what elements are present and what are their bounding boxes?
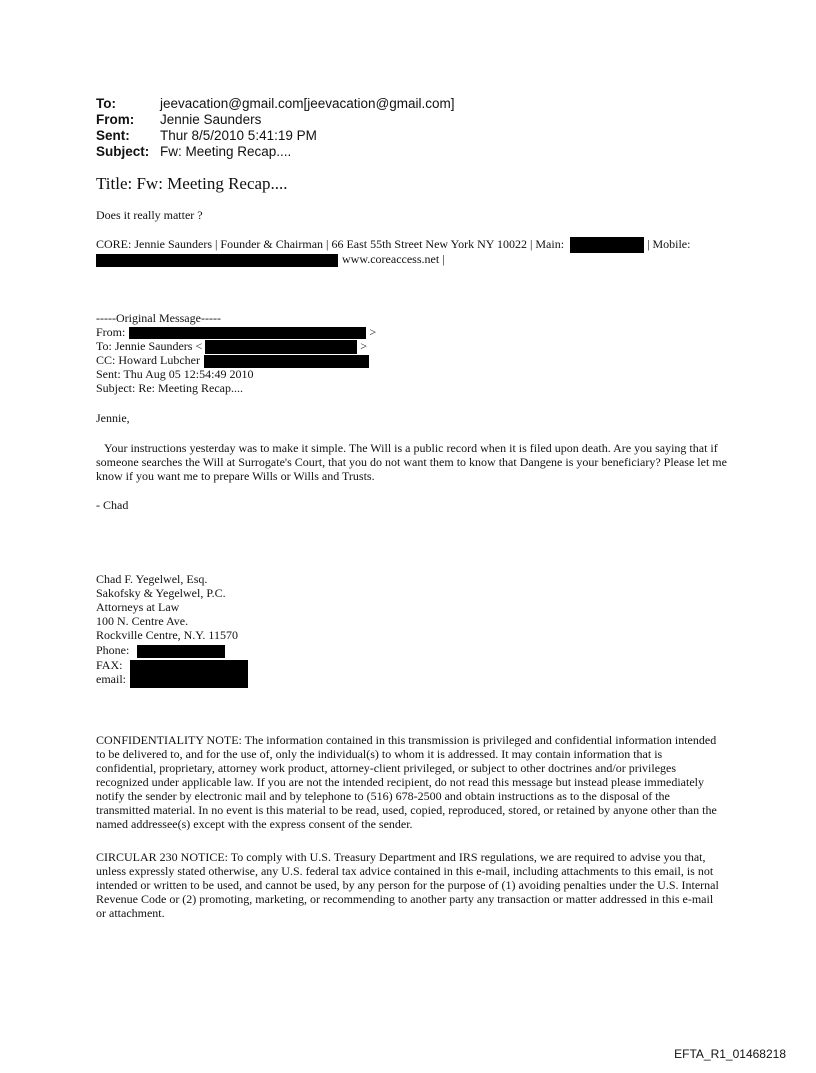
core-signature-prefix: CORE: Jennie Saunders | Founder & Chairman | 66 East 55th Street New York NY 10022 | Main:	[96, 237, 565, 251]
original-to-suffix: >	[360, 339, 368, 353]
original-sent-line: Sent: Thu Aug 05 12:54:49 2010	[96, 367, 254, 381]
from-value: Jennie Saunders	[160, 112, 262, 127]
redaction-original-from	[129, 327, 366, 339]
document-id: EFTA_R1_01468218	[674, 1047, 786, 1061]
to-label: To:	[96, 96, 116, 111]
redaction-main-phone	[570, 237, 644, 253]
header-subject-row	[96, 144, 455, 160]
confidentiality-notice: CONFIDENTIALITY NOTE: The information contained in this transmission is privileged and confidential information intended to be delivered to, and for the use of, only the individual(s) to whom it is addressed. It may contain information that is confidential, proprietary, attorney work product, attorney-client privileged, or subject to other doctrines and/or privileges recognized under applicable law. If you are not the intended recipient, do not read this message but instead please immediately notify the sender by electronic mail and by telephone to (516) 678-2500 and obtain instructions as to the disposal of the transmitted material. In no event is this material to be read, used, copied, reproduced, stored, or retained by anyone other than the named addressee(s) except with the express consent of the sender.	[96, 733, 717, 831]
core-signature-mobile: | Mobile:	[647, 237, 691, 251]
core-signature-line	[96, 237, 690, 253]
original-from-suffix: >	[369, 325, 377, 339]
subject-value: Fw: Meeting Recap....	[160, 144, 292, 159]
signature-name: Chad F. Yegelwel, Esq.	[96, 572, 208, 586]
sent-label: Sent:	[96, 128, 130, 143]
page-title: Title: Fw: Meeting Recap....	[96, 174, 288, 193]
original-subject-line: Subject: Re: Meeting Recap....	[96, 381, 243, 395]
signature-phone-line	[96, 643, 225, 658]
signature-fax-label: FAX:	[96, 658, 123, 672]
message-closing: - Chad	[96, 498, 129, 512]
email-header	[96, 96, 455, 160]
header-sent-row	[96, 128, 455, 144]
original-to-line	[96, 339, 367, 354]
redaction-mobile-number	[96, 254, 338, 267]
signature-firm: Sakofsky & Yegelwel, P.C.	[96, 586, 226, 600]
header-to-row	[96, 96, 455, 112]
to-value: jeevacation@gmail.com[jeevacation@gmail.com]	[160, 96, 455, 111]
message-greeting: Jennie,	[96, 411, 130, 425]
redaction-fax-email	[130, 660, 248, 688]
original-cc-label: CC: Howard Lubcher	[96, 353, 200, 367]
signature-city: Rockville Centre, N.Y. 11570	[96, 628, 238, 642]
circular-230-notice: CIRCULAR 230 NOTICE: To comply with U.S. Treasury Department and IRS regulations, we are required to advise you that, unless expressly stated otherwise, any U.S. federal tax advice contained in this e-mail, including attachments to this email, is not intended or written to be used, and cannot be used, by any person for the purpose of (1) avoiding penalties under the U.S. Internal Revenue Code or (2) promoting, marketing, or recommending to another party any transaction or matter addressed in this e-mail or attachment.	[96, 850, 719, 920]
body-question: Does it really matter ?	[96, 208, 203, 222]
signature-phone-label: Phone:	[96, 643, 130, 657]
original-from-line	[96, 325, 376, 339]
redaction-original-cc	[204, 355, 369, 368]
sent-value: Thur 8/5/2010 5:41:19 PM	[160, 128, 317, 143]
original-to-label: To: Jennie Saunders <	[96, 339, 203, 353]
subject-label: Subject:	[96, 144, 150, 159]
core-signature-web: www.coreaccess.net |	[342, 252, 445, 266]
redaction-phone	[137, 645, 225, 658]
original-message-divider: -----Original Message-----	[96, 311, 221, 325]
signature-role: Attorneys at Law	[96, 600, 180, 614]
signature-street: 100 N. Centre Ave.	[96, 614, 189, 628]
header-from-row	[96, 112, 455, 128]
message-paragraph: Your instructions yesterday was to make it simple. The Will is a public record when it is filed upon death. Are you saying that if someone searches the Will at Surrogate's Court, that you do not want them to know that Dangene is your beneficiary? Please let me know if you want me to prepare Wills or Wills and Trusts.	[96, 441, 727, 483]
signature-email-label: email:	[96, 672, 126, 686]
original-cc-line	[96, 353, 369, 368]
from-label: From:	[96, 112, 135, 127]
original-from-label: From:	[96, 325, 126, 339]
